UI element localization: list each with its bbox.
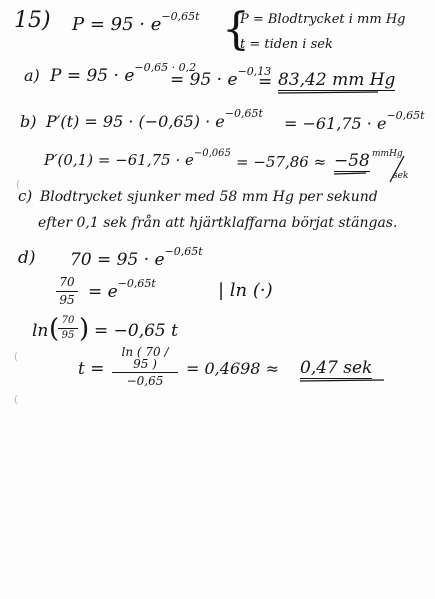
model-exponent: −0,65t <box>161 10 200 23</box>
part-d-line-1-lhs: 70 = 95 · e <box>70 250 165 270</box>
part-a-exponent-2: −0,13 <box>237 65 272 78</box>
part-a-double-underline <box>278 92 378 93</box>
unit-slash <box>390 156 404 182</box>
part-b-line-1-rhs-exponent: −0,65t <box>386 109 425 122</box>
part-b-line-2-lhs: P′(0,1) = −61,75 · e <box>44 151 194 169</box>
part-b-line-1-exponent: −0,65t <box>224 107 263 120</box>
part-d-result: 0,47 sek <box>300 358 373 378</box>
part-c-line-2: efter 0,1 sek från att hjärtklaffarna börjat stängas. <box>38 215 398 231</box>
part-d-line-4-denominator: −0,65 <box>126 374 164 388</box>
definition-p: P = Blodtrycket i mm Hg <box>240 12 406 27</box>
part-c-label: c) <box>18 187 33 205</box>
part-b-label: b) <box>20 112 37 131</box>
part-b-line-1-lhs: P′(t) = 95 · (−0,65) · e <box>46 112 225 131</box>
part-b-line-1-rhs: = −61,75 · e <box>284 114 387 133</box>
definition-t: t = tiden i sek <box>240 37 333 52</box>
part-d-line-4-numerator: ln ( 70 / 95 ) <box>121 345 169 371</box>
part-d-line-3-ln: ln <box>32 321 49 341</box>
part-d-line-4-t: t = <box>78 359 105 379</box>
model-lhs: P = 95 · e <box>72 14 162 35</box>
part-a-equals: = <box>258 72 273 92</box>
problem-number: 15) <box>14 8 51 33</box>
definitions-brace: { <box>222 4 250 55</box>
margin-scan-mark: ( <box>14 393 19 406</box>
part-c-line-1: Blodtrycket sjunker med 58 mm Hg per sekund <box>40 189 378 205</box>
part-d-line-3-denominator: 95 <box>61 330 75 341</box>
part-d-operation: | ln (·) <box>218 280 273 301</box>
part-d-line-4-equals: = 0,4698 ≈ <box>186 359 279 378</box>
part-b-unit-denominator: sek <box>393 171 409 181</box>
part-a-exponent-1: −0,65 · 0,2 <box>134 61 197 74</box>
part-a-label: a) <box>24 66 40 85</box>
part-d-line-3-paren-open: ( <box>49 314 60 344</box>
part-d-label: d) <box>18 248 36 268</box>
part-d-fraction-1-numerator: 70 <box>59 275 75 289</box>
part-b-line-2-right: = −57,86 ≈ <box>236 153 327 171</box>
part-d-line-1-exponent: −0,65t <box>164 245 203 258</box>
part-d-line-3-rhs: = −0,65 t <box>94 321 178 341</box>
part-d-line-3-paren-close: ) <box>79 314 90 344</box>
part-b-double-underline <box>334 173 366 174</box>
part-d-fraction-1-denominator: 95 <box>59 293 75 307</box>
part-b-unit-numerator: mmHg <box>372 149 403 159</box>
part-a-result: 83,42 mm Hg <box>278 70 396 90</box>
part-b-result: −58 <box>334 151 370 171</box>
margin-scan-mark: ( <box>16 178 21 191</box>
part-a-lhs: P = 95 · e <box>50 66 135 86</box>
part-b-line-2-exponent: −0,065 <box>193 148 231 159</box>
part-d-line-3-numerator: 70 <box>61 315 75 326</box>
part-d-double-underline <box>300 380 384 381</box>
part-a-mid: = 95 · e <box>170 70 238 90</box>
part-d-line-2-mid: = e <box>88 282 118 302</box>
margin-scan-mark: ( <box>14 350 19 363</box>
part-d-line-2-exponent: −0,65t <box>117 277 156 290</box>
